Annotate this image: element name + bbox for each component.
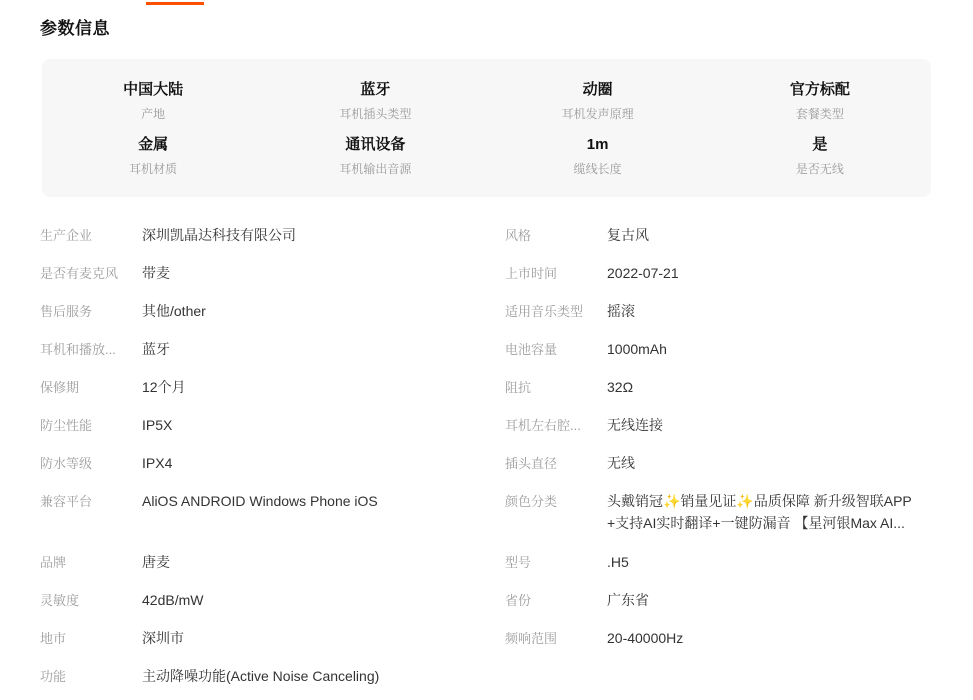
param-row [40,591,505,629]
key-spec-value: 动圈 [582,80,613,98]
param-label: 省份 [505,593,532,608]
key-spec-label: 耳机插头类型 [339,106,412,121]
param-value: 无线 [607,455,635,471]
param-label: 上市时间 [505,266,558,281]
param-row [40,629,505,667]
param-row [505,378,933,416]
param-label: 颜色分类 [505,494,558,509]
param-value: 头戴销冠✨销量见证✨品质保障 新升级智联APP+支持AI实时翻译+一键防漏音 【星河银Max AI... [607,493,912,531]
param-label: 电池容量 [505,342,558,357]
param-label: 灵敏度 [40,593,80,608]
param-value: 无线连接 [607,417,663,433]
key-spec-cell [709,73,931,128]
param-label: 功能 [40,669,67,684]
param-value: 2022-07-21 [607,265,679,281]
param-label: 防水等级 [40,456,93,471]
param-value: 广东省 [607,592,649,608]
param-label: 保修期 [40,380,80,395]
key-spec-cell [487,128,709,183]
param-row [505,591,933,629]
param-row [40,264,505,302]
key-spec-value: 通讯设备 [345,135,406,153]
active-tab-indicator [146,2,204,5]
param-value: IP5X [142,417,173,433]
parameter-list [40,226,933,700]
key-spec-label: 产地 [141,106,166,121]
param-value: 其他/other [142,303,206,319]
key-spec-value: 蓝牙 [360,80,391,98]
parameter-column-right [505,226,933,700]
param-label: 频响范围 [505,631,558,646]
key-spec-value: 1m [586,135,609,153]
param-value: 深圳市 [142,630,184,646]
key-spec-label: 是否无线 [795,161,844,176]
param-row [40,226,505,264]
param-label: 阻抗 [505,380,532,395]
key-spec-label: 耳机发声原理 [561,106,634,121]
param-label: 是否有麦克风 [40,266,119,281]
param-row [505,340,933,378]
param-value: IPX4 [142,455,173,471]
param-value: 深圳凯晶达科技有限公司 [142,227,296,243]
parameter-column-left [40,226,505,700]
param-row [505,416,933,454]
param-label: 耳机和播放... [40,342,116,357]
key-spec-label: 缆线长度 [573,161,622,176]
param-label: 地市 [40,631,67,646]
param-row [40,667,505,700]
param-row [40,553,505,591]
param-row-color-variant [505,492,933,553]
key-spec-cell [42,128,264,183]
key-spec-cell [264,128,486,183]
section-title: 参数信息 [40,19,110,38]
param-label: 适用音乐类型 [505,304,584,319]
param-value: 唐麦 [142,554,170,570]
param-value: AliOS ANDROID Windows Phone iOS [142,493,378,509]
param-value: 蓝牙 [142,341,170,357]
key-spec-value: 是 [812,135,828,153]
param-label: 插头直径 [505,456,558,471]
param-row [40,492,505,530]
param-row [505,302,933,340]
key-spec-label: 耳机材质 [129,161,178,176]
param-label: 型号 [505,555,532,570]
param-value: .H5 [607,554,629,570]
param-label: 防尘性能 [40,418,93,433]
param-value: 12个月 [142,379,186,395]
key-spec-cell [264,73,486,128]
param-row [40,454,505,492]
param-value: 摇滚 [607,303,635,319]
param-row [505,264,933,302]
param-row [505,629,933,667]
key-spec-value: 金属 [138,135,169,153]
param-row [505,226,933,264]
key-specs-panel [42,59,931,197]
param-value: 1000mAh [607,341,667,357]
param-value: 20-40000Hz [607,630,684,646]
key-spec-label: 套餐类型 [795,106,844,121]
param-row [40,302,505,340]
param-row [40,416,505,454]
key-spec-cell [709,128,931,183]
key-spec-cell [42,73,264,128]
param-value: 复古风 [607,227,649,243]
param-label: 兼容平台 [40,494,93,509]
param-label: 品牌 [40,555,67,570]
param-row [505,553,933,591]
param-value: 42dB/mW [142,592,204,608]
param-value: 主动降噪功能(Active Noise Canceling) [142,668,380,684]
param-value: 32Ω [607,379,634,395]
key-spec-label: 耳机输出音源 [339,161,412,176]
param-label: 生产企业 [40,228,93,243]
param-label: 风格 [505,228,532,243]
param-label: 售后服务 [40,304,93,319]
param-row [505,454,933,492]
param-row [40,378,505,416]
param-value: 带麦 [142,265,170,281]
param-row [40,340,505,378]
key-spec-value: 官方标配 [789,80,850,98]
key-spec-value: 中国大陆 [123,80,184,98]
param-label: 耳机左右腔... [505,418,581,433]
key-spec-cell [487,73,709,128]
